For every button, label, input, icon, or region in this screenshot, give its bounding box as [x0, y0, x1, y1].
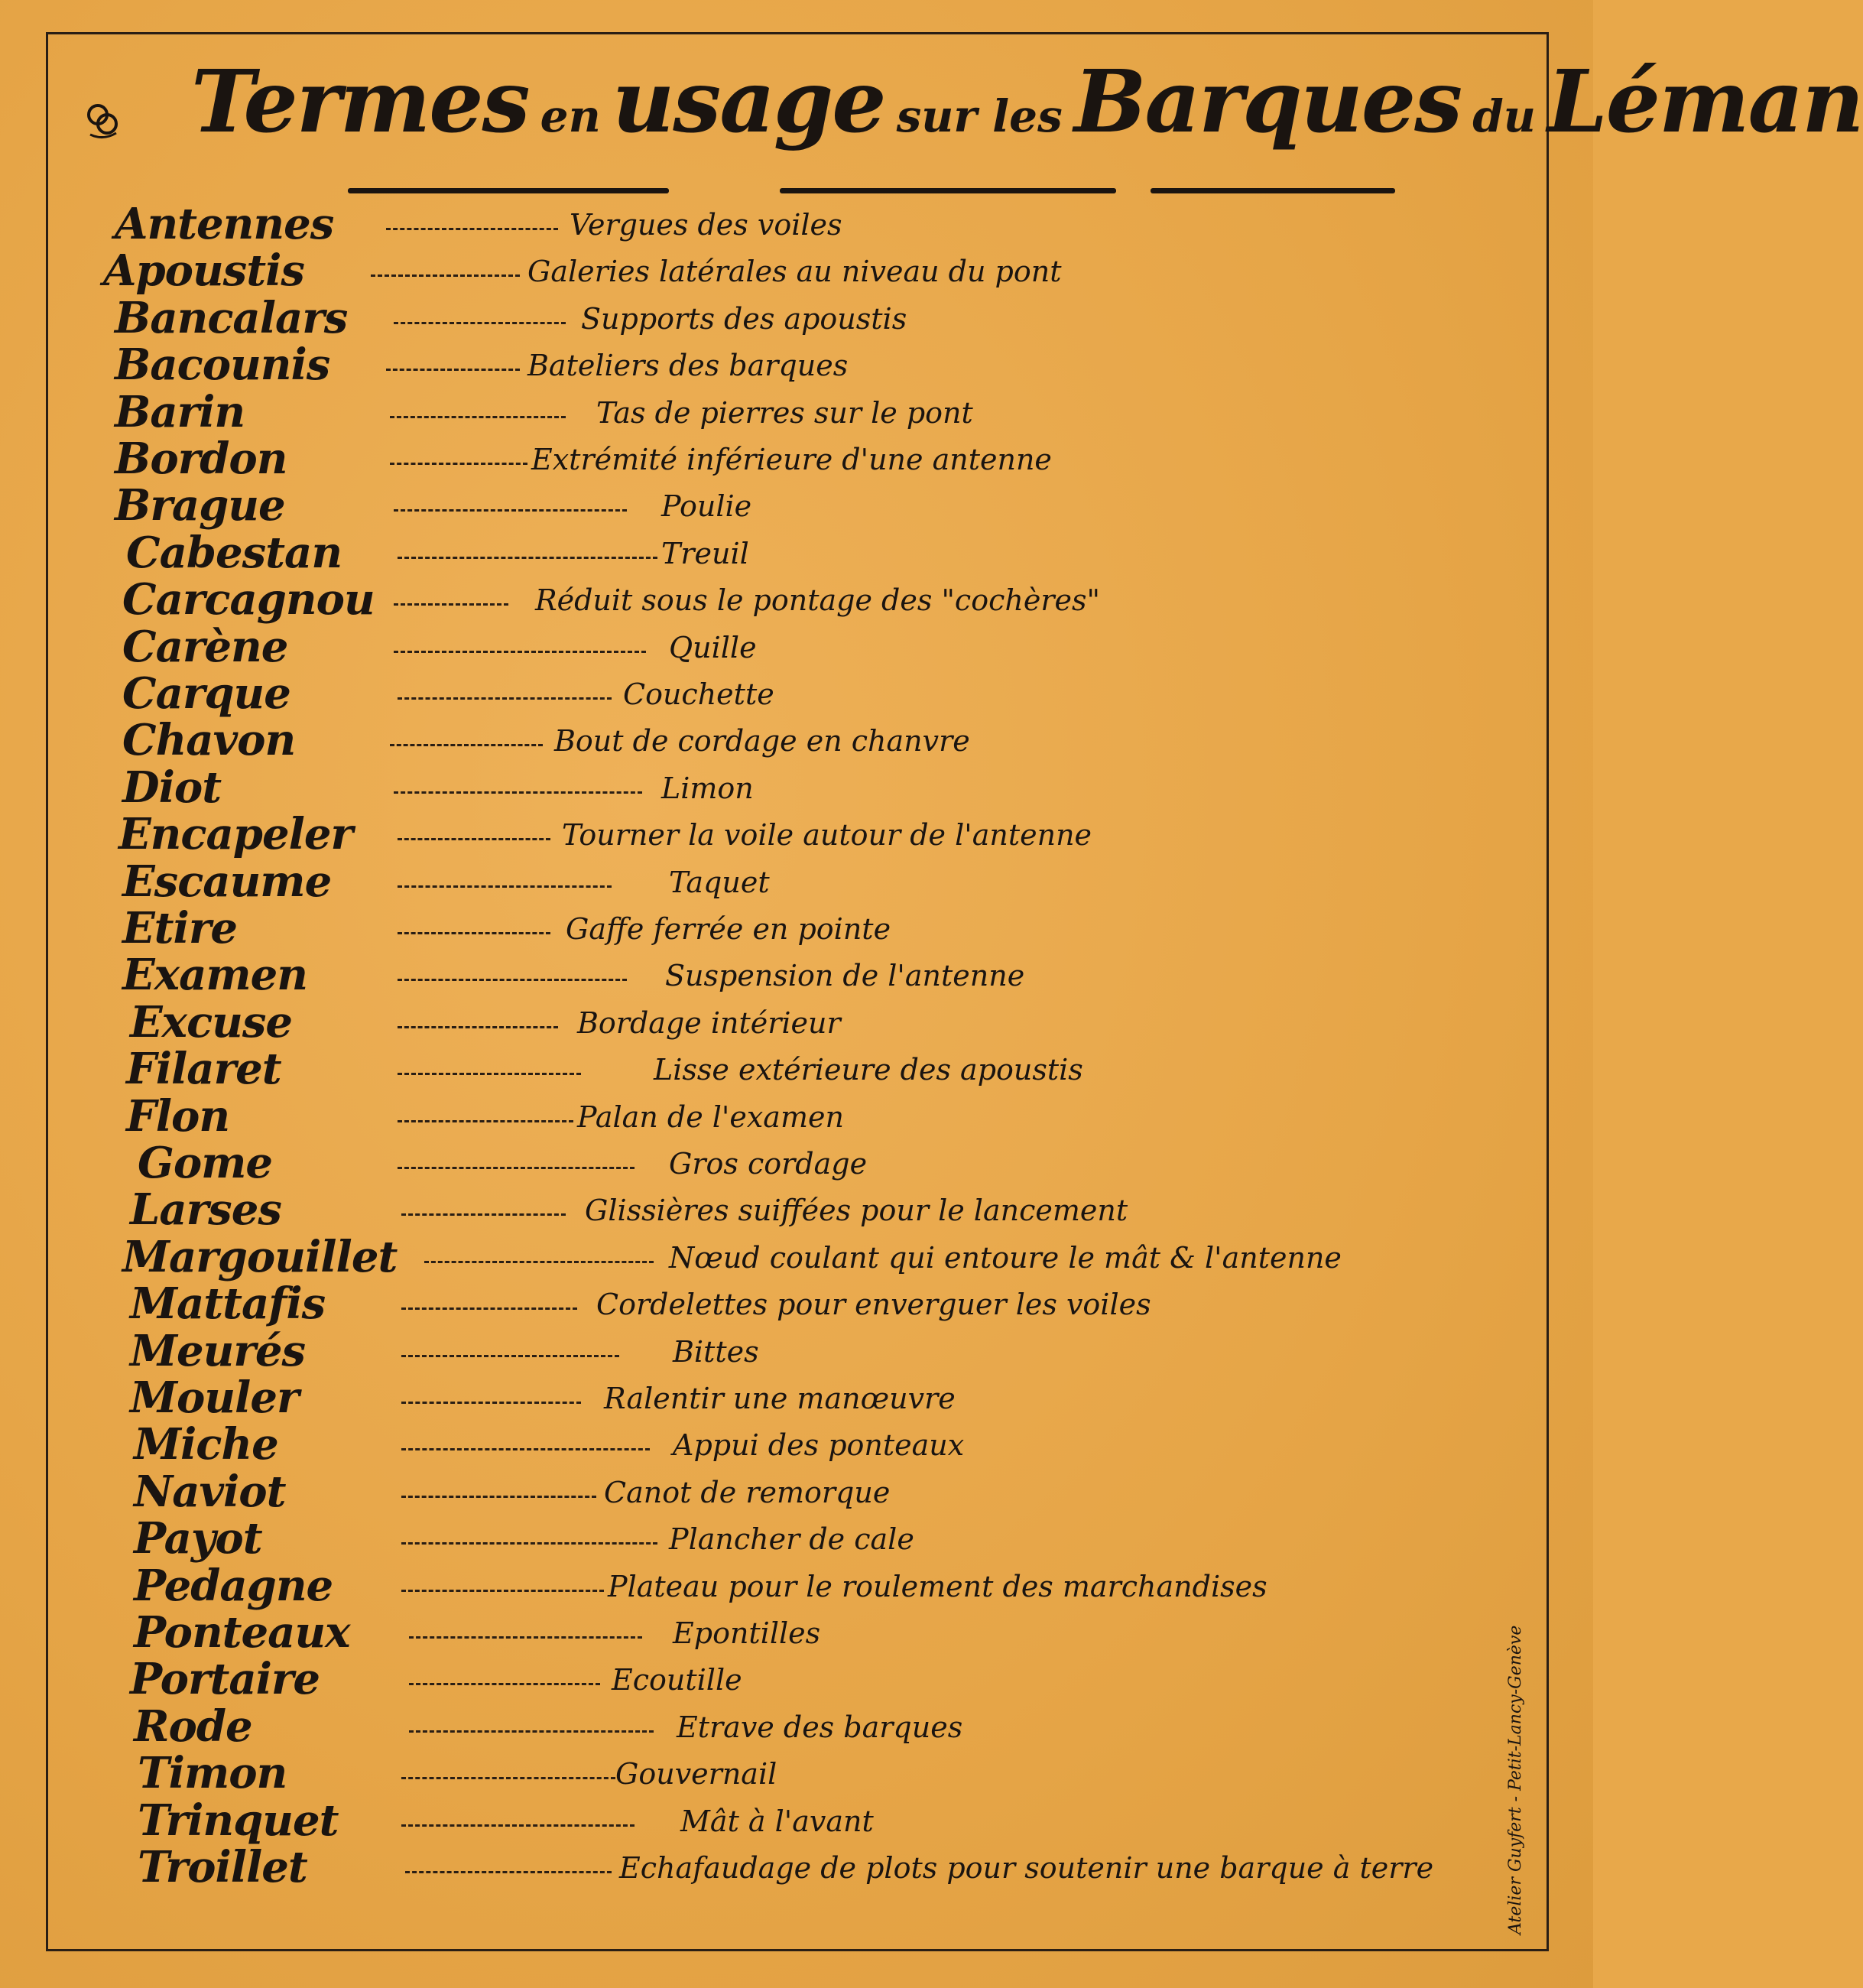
glossary-definition: Echafaudage de plots pour soutenir une barque à terre [619, 1851, 1434, 1885]
glossary-entry [0, 1421, 1593, 1468]
glossary-entry [0, 1139, 1593, 1187]
glossary-entry [0, 905, 1593, 952]
glossary-term: Carène [122, 621, 288, 672]
glossary-term: Examen [122, 950, 307, 1001]
glossary-definition: Tourner la voile autour de l'antenne [562, 818, 1092, 853]
leader-dashes [398, 1120, 573, 1122]
glossary-term: Carcagnou [122, 574, 375, 625]
glossary-entry [0, 1184, 1593, 1236]
glossary-entry [0, 1749, 1593, 1797]
glossary-entry [0, 716, 1593, 764]
leader-dashes [405, 1871, 612, 1873]
glossary-definition: Plancher de cale [669, 1522, 914, 1557]
glossary-term: Bordon [115, 434, 287, 484]
glossary-definition: Vergues des voiles [570, 208, 842, 242]
glossary-definition: Bordage intérieur [577, 1005, 841, 1040]
glossary-definition: Glissières suiffées pour le lancement [585, 1194, 1128, 1228]
leader-dashes [398, 932, 550, 934]
glossary-entry [0, 482, 1593, 529]
leader-dashes [401, 1496, 596, 1498]
signature-text: Atelier Guyfert - Petit-Lancy-Genève [1506, 1625, 1525, 1934]
glossary-definition: Quille [669, 630, 757, 664]
glossary-entry [0, 1797, 1593, 1844]
leader-dashes [401, 1590, 604, 1592]
glossary-term: Gome [138, 1138, 273, 1188]
glossary-term: Mouler [130, 1372, 299, 1423]
glossary-entry [0, 810, 1593, 858]
glossary-definition: Bateliers des barques [527, 349, 849, 383]
glossary-entry [0, 670, 1593, 717]
glossary-definition: Taquet [669, 865, 770, 899]
glossary-definition: Gouvernail [615, 1757, 777, 1791]
leader-dashes [401, 1448, 650, 1450]
glossary-term: Brague [115, 480, 285, 531]
title-word-en: en [540, 90, 601, 142]
leader-dashes [394, 791, 642, 794]
glossary-definition: Ecoutille [612, 1663, 742, 1697]
glossary-term: Portaire [130, 1654, 320, 1705]
glossary-definition: Tas de pierres sur le pont [596, 395, 973, 430]
glossary-entry [0, 529, 1593, 577]
glossary-term: Larses [130, 1184, 281, 1236]
glossary-definition: Gaffe ferrée en pointe [566, 912, 891, 946]
glossary-term: Naviot [134, 1466, 286, 1517]
glossary-entry [0, 1233, 1593, 1281]
leader-dashes [398, 1167, 635, 1169]
glossary-term: Diot [122, 762, 222, 813]
leader-dashes [398, 979, 627, 981]
title-word-du: du [1472, 90, 1536, 142]
glossary-term: Payot [134, 1513, 262, 1564]
title-word-termes: Termes [191, 52, 529, 152]
glossary-definition: Epontilles [673, 1616, 821, 1650]
glossary-entry [0, 1609, 1593, 1656]
glossary-definition: Etrave des barques [677, 1710, 963, 1744]
glossary-term: Timon [138, 1748, 287, 1799]
glossary-definition: Palan de l'examen [577, 1100, 844, 1134]
leader-dashes [401, 1777, 615, 1779]
leader-dashes [394, 603, 508, 606]
leader-dashes [401, 1402, 581, 1404]
glossary-entry [0, 1374, 1593, 1421]
glossary-term: Trinquet [138, 1795, 339, 1846]
leader-dashes [424, 1261, 654, 1263]
glossary-definition: Canot de remorque [604, 1475, 891, 1509]
glossary-term: Chavon [122, 715, 296, 766]
glossary-term: Troillet [138, 1842, 307, 1892]
glossary-definition: Poulie [661, 489, 752, 524]
glossary-definition: Lisse extérieure des apoustis [654, 1053, 1083, 1087]
glossary-entry [0, 435, 1593, 482]
glossary-entry [0, 623, 1593, 671]
glossary-definition: Mât à l'avant [680, 1804, 874, 1838]
leader-dashes [371, 274, 520, 277]
leader-dashes [401, 1542, 657, 1545]
leader-dashes [398, 697, 612, 700]
glossary-entry [0, 200, 1593, 248]
glossary-entry [0, 951, 1593, 999]
glossary-entry [0, 245, 1593, 297]
glossary-definition: Cordelettes pour enverguer les voiles [596, 1288, 1151, 1322]
glossary-definition: Limon [661, 771, 754, 805]
leader-dashes [398, 1073, 581, 1075]
glossary-term: Mattafis [130, 1278, 326, 1330]
glossary-entry [0, 1090, 1593, 1142]
leader-dashes [401, 1307, 577, 1310]
glossary-definition: Réduit sous le pontage des "cochères" [535, 583, 1100, 618]
glossary-entry [0, 1045, 1593, 1093]
glossary-definition: Nœud coulant qui entoure le mât & l'antenne [669, 1240, 1342, 1275]
leader-dashes [401, 1213, 566, 1216]
glossary-term: Excuse [130, 996, 293, 1048]
glossary-entry [0, 858, 1593, 905]
glossary-entry [0, 339, 1593, 391]
glossary-term: Apoustis [103, 245, 304, 297]
glossary-definition: Bittes [673, 1334, 759, 1369]
glossary-definition: Extrémité inférieure d'une antenne [531, 443, 1052, 476]
glossary-definition: Treuil [661, 536, 749, 570]
glossary-definition: Gros cordage [669, 1147, 868, 1181]
glossary-definition: Supports des apoustis [581, 301, 907, 336]
glossary-entry [0, 1703, 1593, 1750]
glossary-entry [0, 1468, 1593, 1515]
leader-dashes [409, 1730, 654, 1733]
glossary-term: Barin [115, 386, 245, 437]
glossary-entry [0, 764, 1593, 811]
glossary-entry [0, 1278, 1593, 1330]
glossary-term: Bacounis [115, 339, 330, 391]
leader-dashes [386, 369, 520, 371]
leader-dashes [409, 1683, 600, 1685]
glossary-entry [0, 388, 1593, 436]
glossary-entry [0, 996, 1593, 1048]
glossary-term: Pedagne [134, 1560, 333, 1611]
glossary-definition: Galeries latérales au niveau du pont [527, 255, 1062, 289]
glossary-definition: Plateau pour le roulement des marchandises [608, 1569, 1267, 1603]
glossary-term: Encapeler [118, 809, 352, 860]
glossary-term: Margouillet [122, 1231, 398, 1282]
leader-dashes [386, 228, 558, 230]
glossary-term: Filaret [126, 1044, 281, 1095]
glossary-term: Etire [122, 903, 237, 953]
glossary-term: Bancalars [115, 292, 348, 343]
glossary-definition: Suspension de l'antenne [665, 959, 1025, 993]
glossary-entry [0, 1327, 1593, 1375]
title-word-barques: Barques [1073, 52, 1462, 152]
title-word-sur-les: sur les [896, 90, 1063, 142]
leader-dashes [398, 557, 657, 559]
leader-dashes [390, 416, 566, 418]
glossary-entry [0, 576, 1593, 623]
leader-dashes [409, 1636, 642, 1639]
glossary-definition: Ralentir une manœuvre [604, 1382, 956, 1415]
glossary-term: Miche [134, 1419, 278, 1470]
glossary-term: Cabestan [126, 527, 342, 578]
title-word-usage: usage [612, 52, 885, 152]
leader-dashes [398, 885, 612, 888]
leader-dashes [394, 509, 627, 512]
glossary-entry [0, 294, 1593, 342]
leader-dashes [401, 1824, 635, 1827]
glossary-term: Escaume [122, 856, 332, 907]
glossary-entry [0, 1655, 1593, 1703]
glossary-entry [0, 1562, 1593, 1610]
glossary-definition: Bout de cordage en chanvre [554, 724, 970, 758]
title-word-leman: Léman [1547, 52, 1863, 152]
artist-signature [1498, 1625, 1529, 1934]
leader-dashes [398, 838, 550, 840]
glossary-term: Ponteaux [134, 1607, 350, 1658]
glossary-term: Antennes [115, 199, 334, 249]
leader-dashes [401, 1355, 619, 1357]
glossary-term: Carque [122, 668, 290, 719]
leader-dashes [390, 463, 527, 465]
glossary-definition: Appui des ponteaux [673, 1428, 965, 1463]
leader-dashes [390, 744, 543, 746]
glossary-term: Flon [126, 1090, 230, 1142]
glossary-term: Meurés [130, 1325, 305, 1376]
glossary-term: Rode [134, 1701, 252, 1752]
glossary-entry [0, 1843, 1593, 1891]
leader-dashes [398, 1026, 558, 1028]
leader-dashes [394, 322, 566, 324]
glossary-definition: Couchette [623, 677, 774, 711]
leader-dashes [394, 651, 646, 653]
glossary-entry [0, 1515, 1593, 1562]
